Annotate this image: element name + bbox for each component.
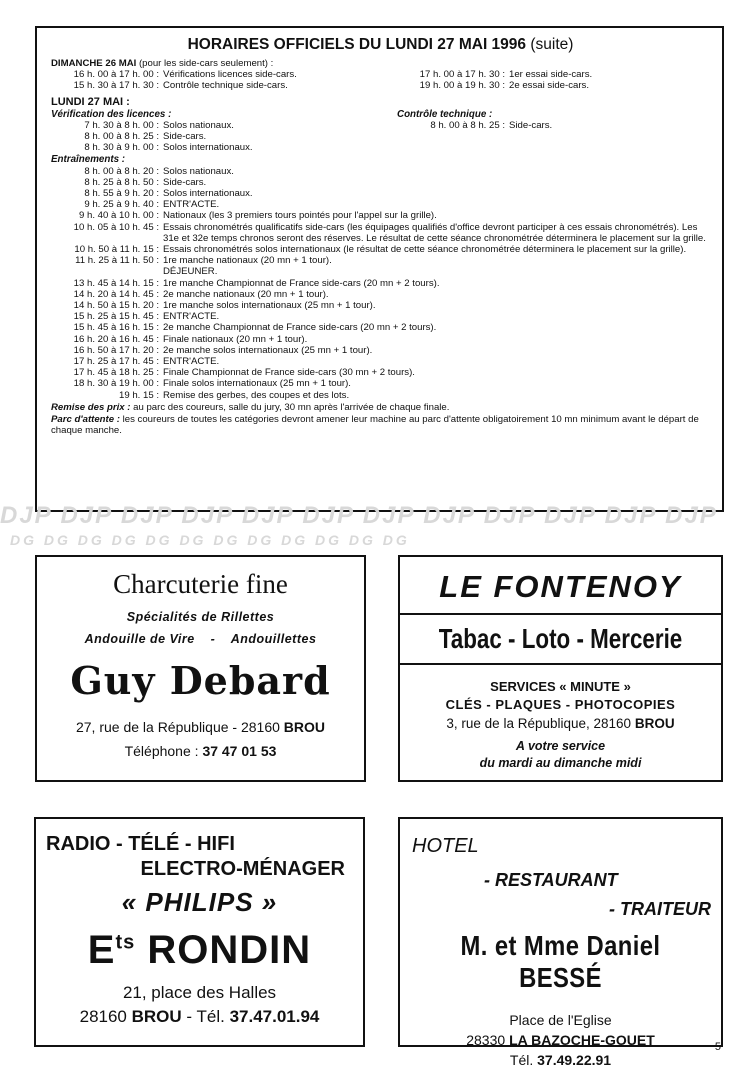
schedule-desc: ENTR'ACTE. — [163, 199, 220, 211]
ad4-hotel: HOTEL — [412, 835, 479, 857]
schedule-time: 9 h. 40 à 10 h. 00 : — [78, 210, 159, 222]
ad4-restaurant: - RESTAURANT — [484, 870, 618, 890]
schedule-time: 14 h. 50 à 15 h. 20 : — [73, 300, 159, 312]
schedule-time: 15 h. 25 à 15 h. 45 : — [73, 311, 159, 323]
entr-heading: Entraînements : — [51, 154, 126, 166]
ad3-ets-sup: ts — [115, 931, 136, 954]
schedule-row — [397, 69, 710, 80]
dimanche-header — [51, 58, 710, 69]
remise-label: Remise des prix : — [51, 401, 131, 413]
schedule-row — [51, 142, 397, 153]
schedule-time: 9 h. 25 à 9 h. 40 : — [84, 199, 159, 211]
ad2-divider — [400, 613, 721, 615]
schedule-desc: Remise des gerbes, des coupes et des lots. — [163, 389, 350, 401]
schedule-desc: Contrôle technique side-cars. — [163, 80, 288, 92]
schedule-time: 11 h. 25 à 11 h. 50 : — [75, 255, 159, 267]
ad2-divider-2 — [400, 663, 721, 665]
schedule-row — [51, 390, 710, 401]
dimanche-note: (pour les side-cars seulement) : — [138, 58, 274, 69]
schedule-row — [51, 210, 710, 221]
ad2-votre: A votre service — [515, 739, 606, 753]
schedule-row — [51, 367, 710, 378]
ad2-cles: CLÉS - PLAQUES - PHOTOCOPIES — [445, 697, 676, 712]
schedule-row — [51, 177, 710, 188]
schedule-desc: Finale solos internationaux (25 mn + 1 tour). — [163, 378, 351, 390]
ad1-tel-label: Téléphone : — [124, 743, 199, 759]
schedule-time: 19 h. 15 : — [118, 389, 159, 401]
controle-heading: Contrôle technique : — [397, 108, 493, 120]
title-suite: (suite) — [530, 36, 574, 53]
schedule-desc: 1er essai side-cars. — [509, 69, 593, 81]
schedule-desc: Nationaux (les 3 premiers tours pointés pour l'appel sur la grille). — [163, 210, 437, 222]
schedule-desc: Solos nationaux. — [163, 165, 234, 177]
schedule-row — [51, 69, 397, 80]
parc-note — [51, 414, 710, 436]
schedule-time: 18 h. 30 à 19 h. 00 : — [73, 378, 159, 390]
ad3-city-line — [36, 1007, 363, 1027]
verif-list — [51, 120, 397, 154]
ad1-andouille-line — [37, 632, 364, 646]
schedule-row — [51, 166, 710, 177]
schedule-time: 15 h. 45 à 16 h. 15 : — [73, 322, 159, 334]
schedule-time: 16 h. 00 à 17 h. 00 : — [73, 69, 159, 81]
ad2-addr: 3, rue de la République, 28160 — [446, 716, 632, 731]
ad3-ets: E — [87, 928, 116, 972]
ad1-andouille: Andouille de Vire — [84, 632, 195, 646]
schedule-desc: 2e manche solos internationaux (25 mn + 1 tour). — [163, 344, 373, 356]
schedule-desc: 2e essai side-cars. — [509, 80, 589, 92]
dimanche-left — [51, 69, 397, 91]
schedule-title — [51, 36, 710, 54]
schedule-desc: Finale nationaux (20 mn + 1 tour). — [163, 333, 308, 345]
parc-label: Parc d'attente : — [51, 414, 120, 426]
schedule-desc: Side-cars. — [163, 131, 207, 143]
schedule-desc: 1re manche nationaux (20 mn + 1 tour). — [163, 255, 332, 267]
page-number: 5 — [714, 1041, 721, 1053]
schedule-row — [51, 300, 710, 311]
ad1-tel: 37 47 01 53 — [202, 743, 277, 759]
schedule-time: 14 h. 20 à 14 h. 45 : — [73, 288, 159, 300]
schedule-desc: Solos internationaux. — [163, 188, 253, 200]
schedule-time: 10 h. 50 à 11 h. 15 : — [74, 244, 159, 256]
ad4-address: Place de l'Eglise — [509, 1012, 612, 1028]
watermark-line-1: DJP DJP DJP DJP DJP DJP DJP DJP DJP DJP DJP DJP — [0, 502, 718, 529]
ad1-address — [37, 719, 364, 735]
ad3-tel-label: - Tél. — [186, 1007, 225, 1026]
schedule-time: 8 h. 00 à 8 h. 20 : — [84, 165, 159, 177]
ad1-addr: 27, rue de la République - 28160 — [75, 719, 280, 735]
verif-column — [51, 108, 397, 154]
schedule-row — [51, 311, 710, 322]
schedule-row — [51, 120, 397, 131]
schedule-time — [51, 266, 163, 277]
verif-heading: Vérification des licences : — [51, 108, 172, 120]
schedule-desc: Essais chronométrés solos internationaux (le résultat de cette séance chronométrée déterminera le placement sur la grille). — [163, 244, 687, 256]
schedule-time: 19 h. 00 à 19 h. 30 : — [419, 80, 505, 92]
schedule-row — [51, 244, 710, 255]
schedule-desc: Finale Championnat de France side-cars (30 mn + 2 tours). — [163, 367, 415, 379]
remise-note — [51, 402, 710, 413]
ad3-city: BROU — [131, 1007, 182, 1026]
parc-text: les coureurs de toutes les catégories devront amener leur machine au parc d'attente obligatoirement 10 mn minimum avant le départ de chaque manche. — [51, 414, 699, 437]
schedule-box — [35, 26, 724, 512]
schedule-desc: ENTR'ACTE. — [163, 311, 220, 323]
schedule-time: 16 h. 20 à 16 h. 45 : — [73, 333, 159, 345]
ad4-tel: 37.49.22.91 — [537, 1052, 612, 1068]
schedule-time: 8 h. 25 à 8 h. 50 : — [84, 176, 159, 188]
schedule-row — [397, 80, 710, 91]
ad3-name-line — [36, 928, 363, 973]
schedule-row — [51, 80, 397, 91]
controle-column — [397, 108, 710, 154]
ad2-city: BROU — [634, 716, 675, 731]
schedule-time: 17 h. 00 à 17 h. 30 : — [419, 69, 505, 81]
ad2-subtitle: Tabac - Loto - Mercerie — [438, 623, 683, 654]
schedule-time: 8 h. 00 à 8 h. 25 : — [430, 119, 505, 131]
schedule-time: 8 h. 30 à 9 h. 00 : — [84, 142, 159, 154]
ad3-name: RONDIN — [147, 928, 312, 972]
ad1-sep: - — [210, 632, 216, 646]
ad1-phone — [37, 743, 364, 759]
ad2-address — [400, 716, 721, 731]
schedule-row — [51, 131, 397, 142]
schedule-time: 17 h. 25 à 17 h. 45 : — [73, 356, 159, 368]
ad3-tel: 37.47.01.94 — [229, 1007, 320, 1026]
schedule-desc: Solos nationaux. — [163, 119, 234, 131]
ad1-name: Guy Debard — [70, 658, 331, 703]
schedule-desc: 1re manche solos internationaux (25 mn + 1 tour). — [163, 300, 376, 312]
schedule-row — [51, 255, 710, 266]
schedule-row — [51, 278, 710, 289]
schedule-row — [51, 222, 710, 244]
ad1-title: Charcuterie fine — [113, 569, 288, 599]
ad1-city: BROU — [283, 719, 326, 735]
schedule-time: 17 h. 45 à 18 h. 25 : — [73, 367, 159, 379]
watermark-line-2: DG DG DG DG DG DG DG DG DG DG DG DG — [10, 532, 410, 548]
schedule-time: 8 h. 00 à 8 h. 25 : — [84, 131, 159, 143]
schedule-time: 16 h. 50 à 17 h. 20 : — [73, 344, 159, 356]
ad2-title: LE FONTENOY — [439, 569, 682, 604]
dimanche-rows — [51, 69, 710, 91]
ad-besse — [398, 817, 723, 1068]
ad-charcuterie — [35, 555, 366, 782]
ad4-phone — [400, 1052, 721, 1068]
ad4-city-line — [400, 1032, 721, 1048]
ad3-line-1: RADIO - TÉLÉ - HIFI — [46, 833, 235, 855]
ad4-traiteur: - TRAITEUR — [609, 899, 711, 919]
schedule-time: 10 h. 05 à 10 h. 45 : — [73, 221, 159, 233]
ad4-name: M. et Mme Daniel BESSÉ — [460, 930, 661, 993]
schedule-desc: 1re manche Championnat de France side-cars (20 mn + 2 tours). — [163, 277, 440, 289]
ad4-city: LA BAZOCHE-GOUET — [509, 1032, 655, 1048]
entr-list — [51, 166, 710, 401]
ad4-postal: 28330 — [466, 1032, 506, 1048]
schedule-row — [51, 334, 710, 345]
schedule-time: 13 h. 45 à 14 h. 15 : — [73, 277, 159, 289]
dimanche-head: DIMANCHE 26 MAI — [51, 58, 137, 69]
ad1-specialites: Spécialités de Rillettes — [126, 610, 275, 624]
schedule-row — [51, 289, 710, 300]
schedule-row — [51, 345, 710, 356]
ad3-address: 21, place des Halles — [122, 983, 277, 1002]
schedule-desc: Essais chronométrés qualificatifs side-cars (les équipages qualifiés d'office devront participer à ces essais chronométrés). Les 31e et 32e temps chronos seront des réserves. Le résultat de cette séance chronométrée déterminera le placement sur la grille. — [163, 221, 706, 244]
remise-text: au parc des coureurs, salle du jury, 30 mn après l'arrivée de chaque finale. — [130, 401, 450, 413]
schedule-desc: Side-cars. — [509, 119, 553, 131]
ad4-tel-label: Tél. — [509, 1052, 534, 1068]
schedule-row — [51, 188, 710, 199]
ad1-andouillettes: Andouillettes — [230, 632, 317, 646]
title-main: HORAIRES OFFICIELS DU LUNDI 27 MAI 1996 — [187, 36, 527, 53]
schedule-desc: ENTR'ACTE. — [163, 356, 220, 368]
lundi-header: LUNDI 27 MAI : — [51, 95, 130, 108]
ad3-line-2: ELECTRO-MÉNAGER — [140, 858, 345, 880]
schedule-desc: 2e manche Championnat de France side-cars (20 mn + 2 tours). — [163, 322, 437, 334]
lundi-verif-controle — [51, 108, 710, 154]
ad3-philips: « PHILIPS » — [121, 887, 278, 917]
ad2-hours: du mardi au dimanche midi — [479, 756, 642, 770]
watermark — [0, 500, 755, 552]
ad-fontenoy — [398, 555, 723, 782]
schedule-time: 7 h. 30 à 8 h. 00 : — [84, 119, 159, 131]
schedule-desc: Vérifications licences side-cars. — [163, 69, 297, 81]
schedule-desc: DÉJEUNER. — [163, 266, 218, 278]
controle-list — [397, 120, 710, 131]
ad2-services: SERVICES « MINUTE » — [490, 679, 631, 694]
schedule-row — [51, 356, 710, 367]
schedule-desc: 2e manche nationaux (20 mn + 1 tour). — [163, 288, 329, 300]
schedule-row — [397, 120, 710, 131]
schedule-row — [51, 322, 710, 333]
schedule-row — [51, 378, 710, 389]
schedule-time: 15 h. 30 à 17 h. 30 : — [73, 80, 159, 92]
schedule-row — [51, 266, 710, 277]
ad3-postal: 28160 — [79, 1007, 127, 1026]
schedule-row — [51, 199, 710, 210]
schedule-desc: Side-cars. — [163, 176, 207, 188]
dimanche-right — [397, 69, 710, 91]
schedule-time: 8 h. 55 à 9 h. 20 : — [84, 188, 159, 200]
schedule-desc: Solos internationaux. — [163, 142, 253, 154]
ad-rondin — [34, 817, 365, 1047]
